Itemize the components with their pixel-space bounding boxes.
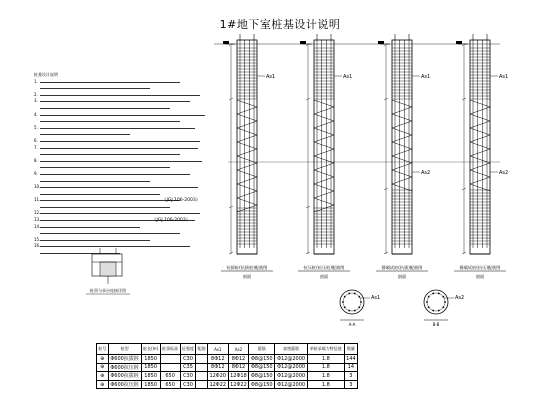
section-bar [354, 293, 356, 295]
table-cell: 12Φ22 [228, 380, 249, 389]
section-bar [442, 296, 444, 298]
table-cell: 1850 [141, 380, 160, 389]
table-cell: Φ12@2000 [275, 372, 308, 381]
table-cell: Φ8@150 [249, 363, 275, 372]
detail-caption: 桩顶与承台连接详图 [90, 288, 126, 293]
table-cell: 8Φ12 [207, 355, 228, 364]
section-bar [432, 310, 434, 312]
table-cell [160, 355, 180, 364]
section-bar [344, 296, 346, 298]
table-header-cell: 桩型 [108, 344, 141, 355]
rebar-label: As1 [421, 74, 431, 80]
section-bar [348, 293, 350, 295]
pile-schedule-table [96, 343, 358, 389]
table-cell: C30 [180, 355, 196, 364]
note-number: 11. [34, 197, 41, 203]
drawing-title: 1#地下室桩基设计说明 [219, 18, 341, 31]
table-cell: Φ12@2000 [275, 355, 308, 364]
table-cell: 1.8 [307, 372, 344, 381]
note-number: 15. [34, 236, 41, 242]
table-cell: 1850 [141, 355, 160, 364]
note-number: 6. [34, 137, 38, 143]
table-cell: ⊕ [97, 380, 109, 389]
section-bar [432, 293, 434, 295]
table-cell: 1.8 [307, 380, 344, 389]
table-cell: 1850 [141, 363, 160, 372]
table-header-cell: As2 [228, 344, 249, 355]
table-cell [196, 380, 208, 389]
section-bar [428, 306, 430, 308]
pile-caption: 抗拔桩(抗拔桩)配筋图 [226, 265, 268, 270]
section-bar [438, 293, 440, 295]
table-cell: Φ600抗压桩 [108, 363, 141, 372]
section-stirrup [427, 293, 445, 311]
section-bar [348, 310, 350, 312]
table-header-cell: 配筋 [196, 344, 208, 355]
pile-caption: 静载试桩(抗拔)配筋图 [381, 265, 423, 270]
table-cell: C30 [180, 380, 196, 389]
rebar-label: As2 [421, 170, 431, 176]
table-header-cell: 桩长(m) [141, 344, 160, 355]
pile-subcaption: 剖面 [475, 274, 485, 279]
table-cell: Φ600抗压桩 [108, 380, 141, 389]
section-bar [442, 306, 444, 308]
note-number: 7. [34, 144, 38, 150]
table-cell [196, 355, 208, 364]
section-label: As1 [371, 295, 381, 301]
table-cell: Φ600抗拔桩 [108, 355, 141, 364]
table-cell: Φ12@2000 [275, 363, 308, 372]
section-caption: B-B [432, 322, 440, 327]
table-header-cell: 桩号 [97, 344, 109, 355]
table-cell [196, 363, 208, 372]
table-cell: 650 [160, 372, 180, 381]
pile-subcaption: 剖面 [319, 274, 329, 279]
rebar-label: As2 [499, 170, 509, 176]
section-bar [426, 301, 428, 303]
section-bar [354, 310, 356, 312]
detail-pile-head [100, 262, 116, 276]
section-bar [444, 301, 446, 303]
table-header-row [97, 344, 358, 355]
table-cell: 144 [346, 355, 356, 362]
rebar-label: As1 [266, 74, 276, 80]
note-number: 12. [34, 210, 41, 216]
table-cell: Φ8@150 [249, 372, 275, 381]
table-cell: ⊕ [97, 355, 109, 364]
table-cell: 8Φ12 [228, 363, 249, 372]
table-cell: 14 [344, 363, 357, 372]
table-header-cell: 单桩承载力特征值 [307, 344, 344, 355]
table-cell: 12Φ22 [207, 380, 228, 389]
elevation-marker [300, 41, 306, 44]
pile-subcaption: 剖面 [242, 274, 252, 279]
table-cell: 12Φ18 [228, 372, 249, 381]
elevation-marker [223, 41, 229, 44]
table-row [97, 380, 358, 389]
table-cell: 1.8 [307, 363, 344, 372]
table-cell: Φ12@2000 [275, 380, 308, 389]
section-bar [344, 306, 346, 308]
table-cell: 3 [344, 372, 357, 381]
table-cell: 3 [344, 380, 357, 389]
table-header-cell: 加密箍筋 [275, 344, 308, 355]
section-bar [342, 301, 344, 303]
note-number: 8. [34, 157, 38, 163]
table-cell: 1850 [141, 372, 160, 381]
pile-subcaption: 剖面 [397, 274, 407, 279]
note-number: 2. [34, 91, 38, 97]
section-caption: A-A [348, 322, 356, 327]
table-cell: 8Φ12 [207, 363, 228, 372]
table-cell: 650 [160, 380, 180, 389]
section-stirrup [343, 293, 361, 311]
pile-caption: 抗压桩(抗压桩)配筋图 [303, 265, 345, 270]
table-body [97, 355, 358, 389]
table-cell: 12Φ20 [207, 372, 228, 381]
elevation-marker [456, 41, 462, 44]
standard-code: 《JGJ 106-2003》 [152, 218, 191, 224]
table-cell: ⊕ [97, 363, 109, 372]
table-header-cell: 桩顶标高 [160, 344, 180, 355]
note-number: 5. [34, 124, 38, 130]
pile-caption: 静载试桩(抗压)配筋图 [459, 265, 501, 270]
table-header-cell: 数量 [344, 344, 357, 355]
rebar-label: As1 [499, 74, 509, 80]
section-bar [358, 306, 360, 308]
table-row [97, 355, 358, 364]
table-cell: ⊕ [97, 372, 109, 381]
table-cell: C35 [180, 363, 196, 372]
elevation-marker [378, 41, 384, 44]
table-cell [160, 363, 180, 372]
section-bar [358, 296, 360, 298]
table-header-cell: As1 [207, 344, 228, 355]
note-number: 13. [34, 217, 41, 223]
table-cell: 8Φ12 [228, 355, 249, 364]
section-label: As2 [455, 295, 465, 301]
note-number: 3. [34, 98, 38, 104]
table-cell: Φ8@150 [249, 355, 275, 364]
table-cell: C30 [180, 372, 196, 381]
note-number: 4. [34, 111, 38, 117]
standard-code: 《JGJ 106-2003》 [162, 198, 201, 204]
table-cell [196, 372, 208, 381]
table-cell: 1.8 [307, 355, 344, 364]
note-number: 10. [34, 184, 41, 190]
section-bar [438, 310, 440, 312]
section-bar [360, 301, 362, 303]
notes-heading-text: 桩基设计说明 [34, 72, 58, 77]
note-number: 1. [34, 78, 38, 84]
note-number: 9. [34, 170, 38, 176]
rebar-label: As1 [343, 74, 353, 80]
section-bar [428, 296, 430, 298]
table-row [97, 372, 358, 381]
table-cell: Φ8@150 [249, 380, 275, 389]
note-number: 16. [34, 243, 41, 249]
table-header-cell: 箍筋 [249, 344, 275, 355]
table-header-cell: 砼强度 [180, 344, 196, 355]
table-cell: Φ600抗拔桩 [108, 372, 141, 381]
table-row [97, 363, 358, 372]
note-number: 14. [34, 223, 41, 229]
